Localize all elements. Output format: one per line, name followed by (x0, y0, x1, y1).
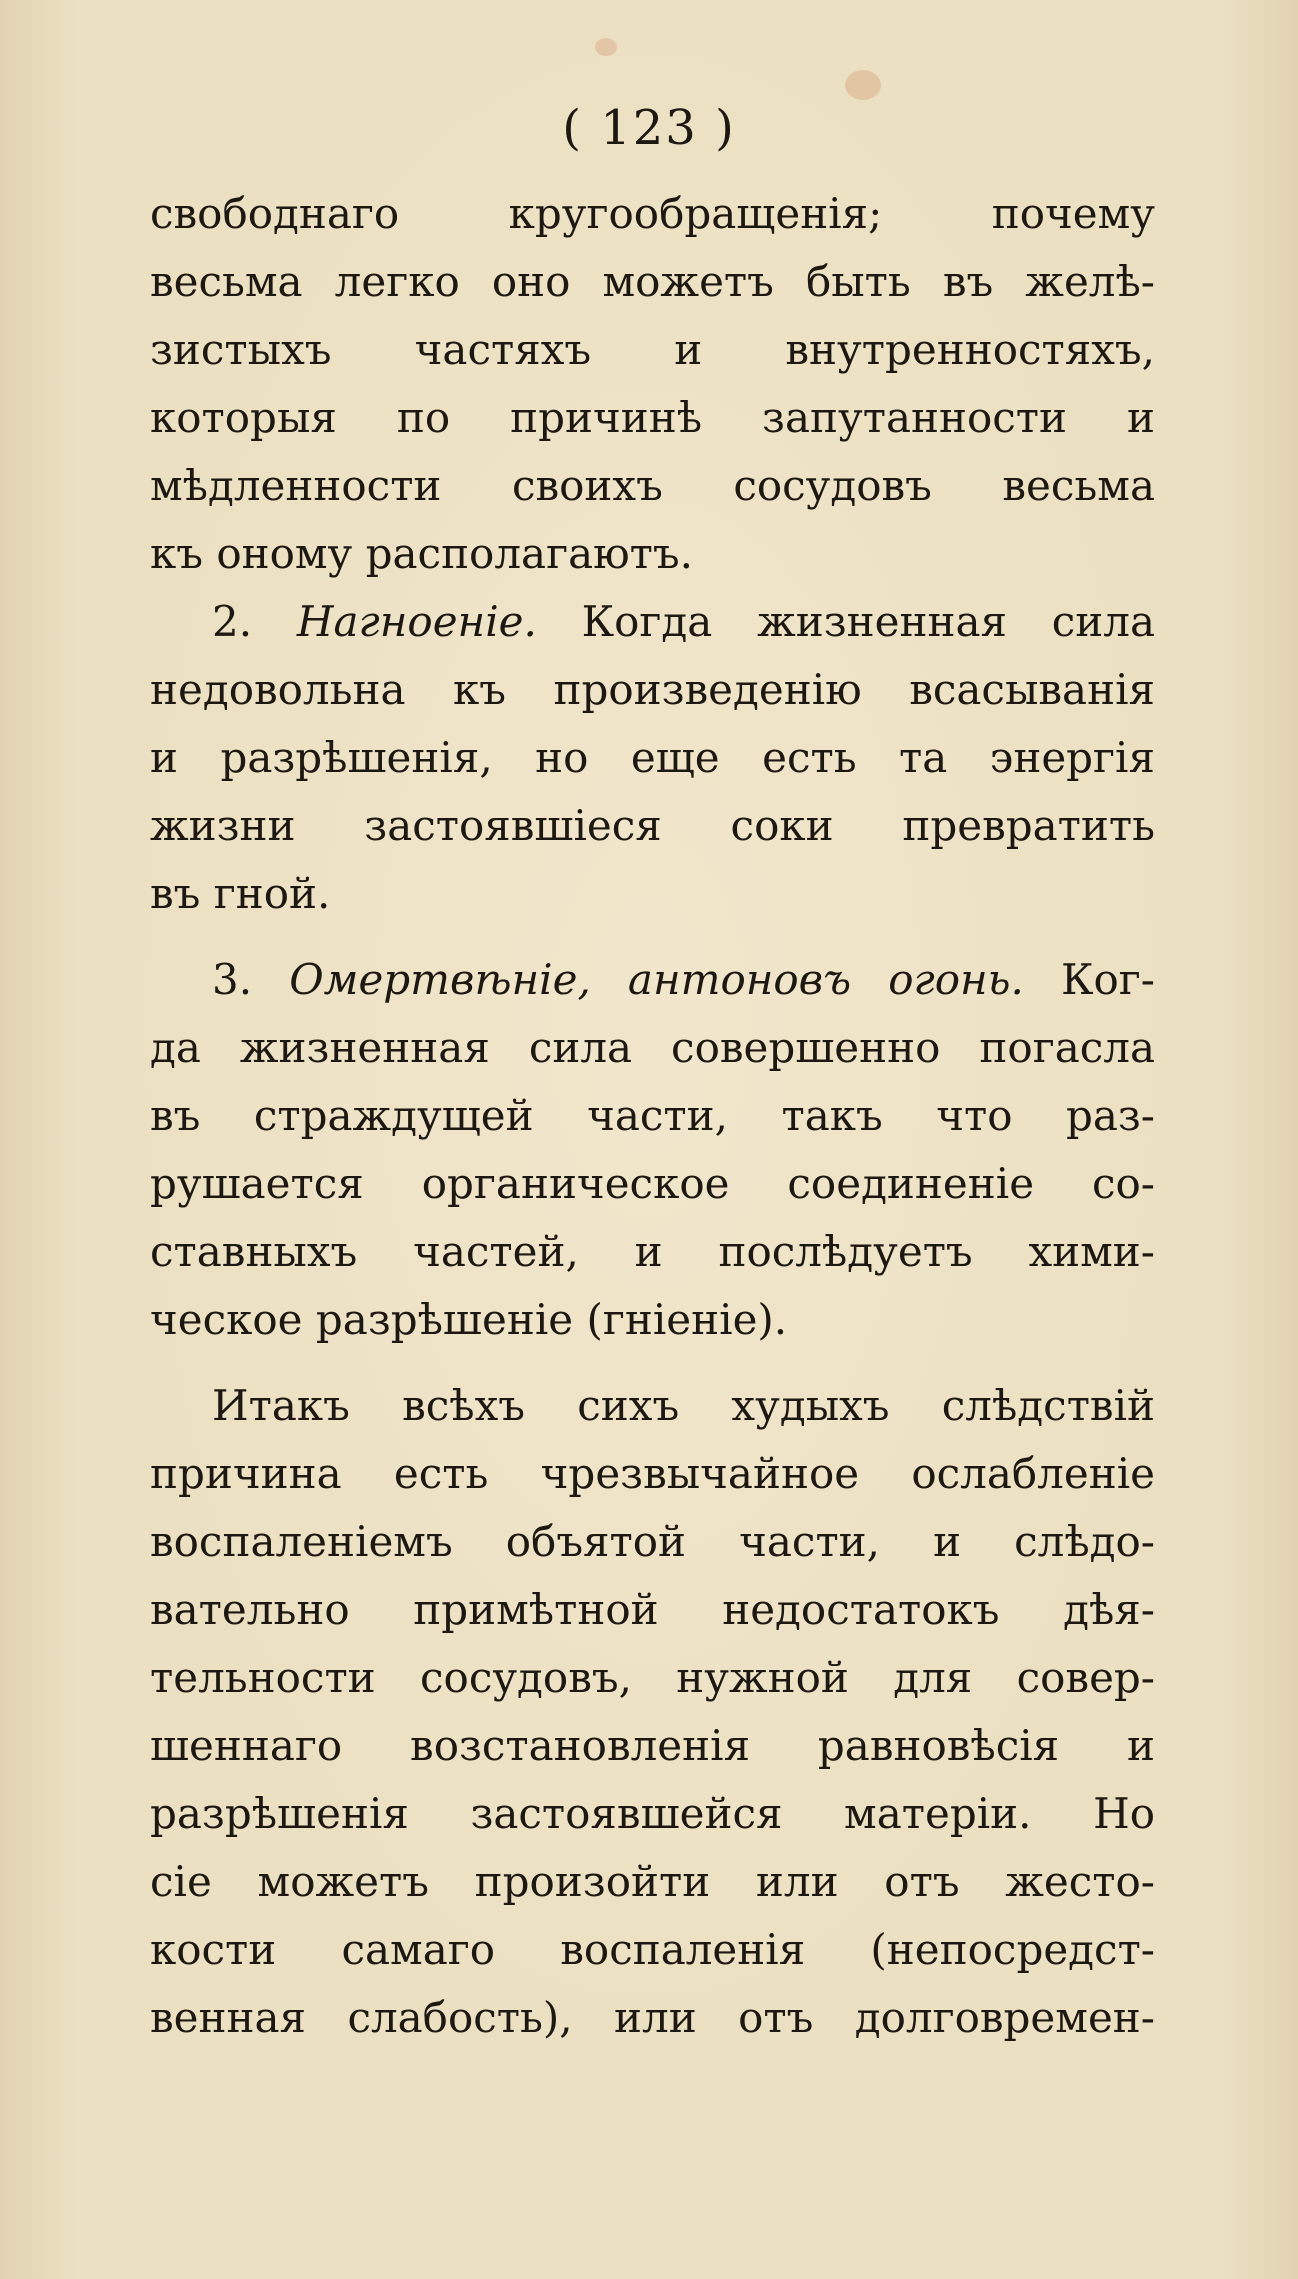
text-line: Итакъ всѣхъ сихъ худыхъ слѣдствій (212, 1381, 1155, 1430)
paragraph-heading-line (150, 946, 1155, 1014)
text-line: жизни застоявшіеся соки превратить (150, 801, 1155, 850)
text-line: шеннаго возстановленія равновѣсія и (150, 1721, 1155, 1770)
text-fragment: Ког- (1061, 955, 1156, 1004)
text-line: сіе можетъ произойти или отъ жесто- (150, 1857, 1155, 1906)
text-line: воспаленіемъ объятой части, и слѣдо- (150, 1517, 1155, 1566)
text-line: вательно примѣтной недостатокъ дѣя- (150, 1585, 1155, 1634)
text-line: въ страждущей части, такъ что раз- (150, 1091, 1155, 1140)
text-line: мѣдленности своихъ сосудовъ весьма (150, 461, 1155, 510)
text-line: къ оному располагаютъ. (150, 529, 693, 578)
item-number: 3. (212, 955, 253, 1004)
text-line: венная слабость), или отъ долговремен- (150, 1993, 1155, 2042)
text-line: ставныхъ частей, и послѣдуетъ хими- (150, 1227, 1155, 1276)
paper-stain (595, 38, 617, 56)
paper-stain (845, 70, 881, 100)
text-line: ческое разрѣшеніе (гніеніе). (150, 1295, 788, 1344)
text-line: весьма легко оно можетъ быть въ желѣ- (150, 257, 1155, 306)
text-line: да жизненная сила совершенно погасла (150, 1023, 1155, 1072)
text-line: свободнаго кругообращенія; почему (150, 189, 1155, 238)
text-line: зистыхъ частяхъ и внутренностяхъ, (150, 325, 1155, 374)
item-term: Омертвѣніе, антоновъ огонь. (289, 955, 1024, 1004)
text-line: разрѣшенія застоявшейся матеріи. Но (150, 1789, 1155, 1838)
text-fragment: Когда жизненная сила (581, 597, 1155, 646)
text-line: которыя по причинѣ запутанности и (150, 393, 1155, 442)
text-line: кости самаго воспаленія (непосредст- (150, 1925, 1155, 1974)
text-line: и разрѣшенія, но еще есть та энергія (150, 733, 1155, 782)
item-term: Нагноеніе. (296, 597, 537, 646)
text-line: недовольна къ произведенію всасыванія (150, 665, 1155, 714)
text-line: тельности сосудовъ, нужной для совер- (150, 1653, 1155, 1702)
text-line: въ гной. (150, 869, 331, 918)
text-line: рушается органическое соединеніе со- (150, 1159, 1155, 1208)
page-text (150, 180, 1155, 2052)
text-line: причина есть чрезвычайное ослабленіе (150, 1449, 1155, 1498)
paragraph-heading-line (150, 588, 1155, 656)
page-number: ( 123 ) (562, 100, 736, 156)
item-number: 2. (212, 597, 253, 646)
